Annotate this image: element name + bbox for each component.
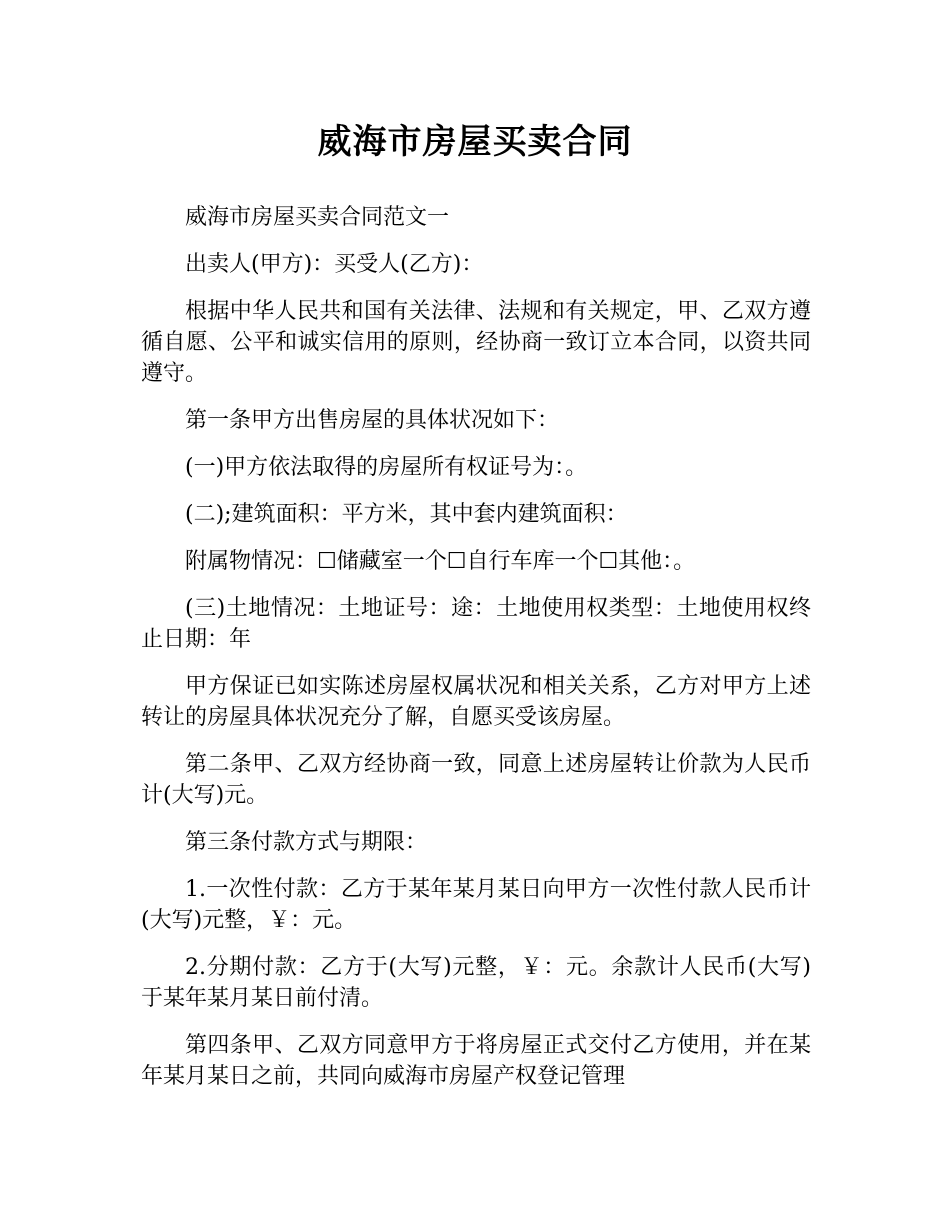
- paragraph: 第四条甲、乙双方同意甲方于将房屋正式交付乙方使用，并在某年某月某日之前，共同向威海市房屋产权登记管理: [141, 1033, 811, 1089]
- paragraph: (二);建筑面积：平方米，其中套内建筑面积：: [185, 502, 628, 527]
- paragraph: (一)甲方依法取得的房屋所有权证号为：。: [185, 455, 588, 480]
- paragraph: 威海市房屋买卖合同范文一: [185, 205, 450, 230]
- document-title: 威海市房屋买卖合同: [317, 122, 633, 162]
- paragraph: 甲方保证已如实陈述房屋权属状况和相关关系，乙方对甲方上述转让的房屋具体状况充分了解，自愿买受该房屋。: [141, 674, 811, 730]
- paragraph: (三)土地情况：土地证号：途：土地使用权类型：土地使用权终止日期：年: [141, 596, 811, 652]
- paragraph: 附属物情况：☐储藏室一个☐自行车库一个☐其他：。: [185, 549, 696, 574]
- paragraph: 第三条付款方式与期限：: [185, 830, 428, 855]
- paragraph: 第二条甲、乙双方经协商一致，同意上述房屋转让价款为人民币计(大写)元。: [141, 752, 811, 808]
- paragraph: 第一条甲方出售房屋的具体状况如下：: [185, 408, 560, 433]
- paragraph: 1.一次性付款：乙方于某年某月某日向甲方一次性付款人民币计(大写)元整，￥：元。: [141, 877, 811, 933]
- paragraph: 根据中华人民共和国有关法律、法规和有关规定，甲、乙双方遵循自愿、公平和诚实信用的原则，经协商一致订立本合同，以资共同遵守。: [141, 299, 811, 386]
- paragraph: 出卖人(甲方)：买受人(乙方)：: [185, 252, 484, 277]
- paragraph: 2.分期付款：乙方于(大写)元整，￥：元。余款计人民币(大写)于某年某月某日前付清。: [141, 955, 811, 1011]
- document-body: [141, 202, 811, 1108]
